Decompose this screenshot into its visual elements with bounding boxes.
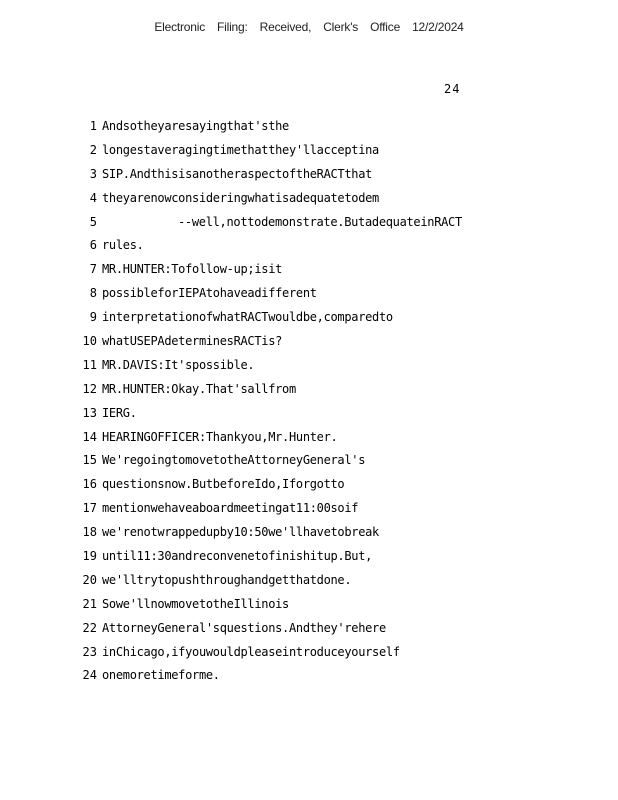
line-text: possibleforIEPAtohaveadifferent (102, 286, 317, 301)
transcript-line (0, 117, 618, 141)
line-number: 11 (82, 357, 97, 372)
line-text: HEARINGOFFICER:Thankyou,Mr.Hunter. (102, 429, 338, 444)
transcript-line (0, 356, 618, 380)
transcript-line (0, 213, 618, 237)
line-number: 10 (82, 334, 97, 349)
line-number: 4 (89, 190, 97, 205)
line-number: 17 (82, 501, 97, 516)
header-word: Clerk's (323, 20, 359, 34)
line-text: whatUSEPAdeterminesRACTis? (102, 334, 283, 349)
line-text: longestaveragingtimethatthey'llacceptina (102, 142, 379, 157)
transcript-line (0, 165, 618, 189)
transcript-line (0, 141, 618, 165)
line-text: MR.HUNTER:Okay.That'sallfrom (102, 381, 296, 396)
transcript-line (0, 404, 618, 428)
filing-header (0, 20, 618, 34)
line-text: theyarenowconsideringwhatisadequatetodem (102, 190, 379, 205)
transcript-line (0, 619, 618, 643)
line-number: 3 (89, 166, 97, 181)
line-number: 9 (89, 310, 97, 325)
line-number: 16 (82, 477, 97, 492)
line-text: AttorneyGeneral'squestions.Andthey'rehere (102, 620, 386, 635)
line-text: rules. (102, 238, 144, 253)
line-text: Sowe'llnowmovetotheIllinois (102, 596, 289, 611)
transcript-line (0, 380, 618, 404)
transcript-body (0, 117, 618, 690)
line-text: Andsotheyaresayingthat'sthe (102, 119, 289, 133)
line-text: onemoretimeforme. (102, 668, 220, 683)
line-number: 22 (82, 620, 97, 635)
line-text: questionsnow.ButbeforeIdo,Iforgotto (102, 477, 345, 492)
transcript-line (0, 666, 618, 690)
line-number: 7 (89, 262, 97, 277)
transcript-line (0, 260, 618, 284)
line-number: 23 (82, 644, 97, 659)
transcript-line (0, 451, 618, 475)
line-number: 12 (82, 381, 97, 396)
line-number: 14 (82, 429, 97, 444)
line-text: SIP.AndthisisanotheraspectoftheRACTthat (102, 166, 373, 181)
transcript-line (0, 571, 618, 595)
transcript-line (0, 595, 618, 619)
line-number: 19 (82, 549, 97, 564)
header-word: Received, (259, 20, 312, 34)
transcript-line (0, 428, 618, 452)
line-number: 24 (82, 668, 97, 683)
line-number: 18 (82, 525, 97, 540)
line-number: 2 (89, 142, 97, 157)
line-text: mentionwehaveaboardmeetingat11:00soif (102, 501, 359, 516)
transcript-line (0, 523, 618, 547)
line-number: 6 (89, 238, 97, 253)
line-text: We'regoingtomovetotheAttorneyGeneral's (102, 453, 366, 468)
line-number: 1 (89, 119, 97, 133)
line-text: we'renotwrappedupby10:50we'llhavetobreak (102, 525, 379, 540)
line-text: inChicago,ifyouwouldpleaseintroduceyourself (102, 644, 400, 659)
line-text: MR.HUNTER:Tofollow-up;isit (102, 262, 283, 277)
transcript-line (0, 236, 618, 260)
header-word: Filing: (217, 20, 248, 34)
header-word: Electronic (154, 20, 206, 34)
line-number: 5 (89, 214, 97, 229)
transcript-line (0, 547, 618, 571)
transcript-line (0, 643, 618, 667)
page-number: 24 (444, 82, 461, 96)
transcript-line (0, 499, 618, 523)
transcript-line (0, 308, 618, 332)
line-number: 20 (82, 572, 97, 587)
line-number: 15 (82, 453, 97, 468)
line-number: 21 (82, 596, 97, 611)
line-text: --well,nottodemonstrate.ButadequateinRACT (178, 214, 462, 229)
transcript-line (0, 189, 618, 213)
line-text: MR.DAVIS:It'spossible. (102, 357, 255, 372)
transcript-line (0, 284, 618, 308)
header-word: Office (370, 20, 401, 34)
line-text: until11:30andreconvenetofinishitup.But, (102, 549, 373, 564)
transcript-line (0, 332, 618, 356)
line-text: we'lltrytopushthroughandgetthatdone. (102, 572, 352, 587)
line-text: interpretationofwhatRACTwouldbe,comparedto (102, 310, 393, 325)
line-text: IERG. (102, 405, 137, 420)
header-date: 12/2/2024 (412, 20, 464, 34)
line-number: 8 (89, 286, 97, 301)
transcript-line (0, 475, 618, 499)
line-number: 13 (82, 405, 97, 420)
